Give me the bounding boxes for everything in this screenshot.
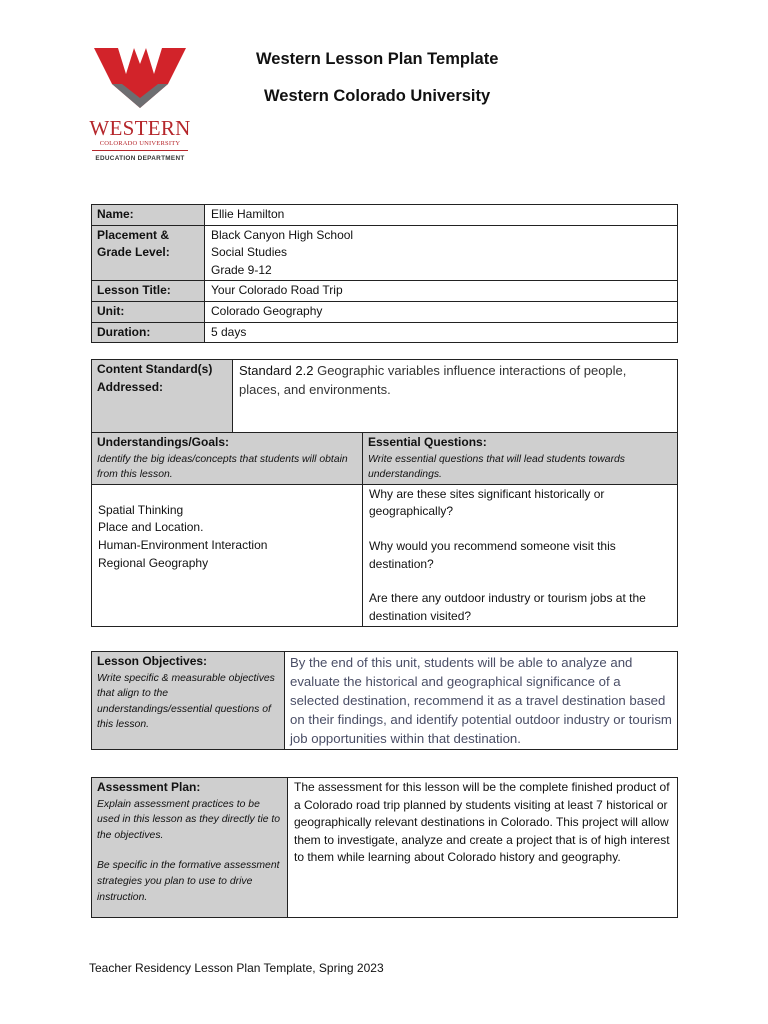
logo-department: EDUCATION DEPARTMENT <box>95 155 185 162</box>
name-label: Name: <box>92 205 205 226</box>
lesson-title-value: Your Colorado Road Trip <box>205 281 678 302</box>
standard-id: Standard 2.2 <box>239 363 314 378</box>
standards-table <box>91 359 678 627</box>
unit-label: Unit: <box>92 301 205 322</box>
objectives-row <box>92 652 678 750</box>
assessment-table <box>91 777 678 918</box>
western-w-icon <box>88 44 192 114</box>
understandings-heading: Understandings/Goals: <box>97 435 230 449</box>
document-subtitle: Western Colorado University <box>264 87 491 105</box>
placement-label <box>92 225 205 281</box>
objectives-heading: Lesson Objectives: <box>97 654 208 668</box>
logo-wordmark: WESTERN <box>89 116 191 140</box>
unit-row <box>92 301 678 322</box>
standards-label-line-1: Content Standard(s) <box>97 362 213 376</box>
standards-value <box>233 360 678 433</box>
standard-text: Geographic variables influence interactions of people, places, and environments. <box>239 363 627 397</box>
questions-list <box>363 484 678 627</box>
name-value: Ellie Hamilton <box>205 205 678 226</box>
list-item: Why would you recommend someone visit this destination? <box>369 538 616 571</box>
objectives-table <box>91 651 678 750</box>
lesson-title-label: Lesson Title: <box>92 281 205 302</box>
list-item: Regional Geography <box>98 555 209 570</box>
objectives-label <box>92 652 285 750</box>
understandings-header <box>92 433 363 485</box>
questions-header <box>363 433 678 485</box>
goals-content-row <box>92 484 678 627</box>
lesson-title-row <box>92 281 678 302</box>
questions-hint: Write essential questions that will lead students towards understandings. <box>368 453 626 481</box>
assessment-hint-2: Be specific in the formative assessment strategies you plan to use to drive instruction. <box>97 860 280 903</box>
assessment-hint-1: Explain assessment practices to be used in this lesson as they directly tie to the objectives. <box>97 798 281 841</box>
objectives-hint: Write specific & measurable objectives that align to the understandings/essential questions of this lesson. <box>97 672 275 731</box>
placement-school: Black Canyon High School <box>211 227 354 242</box>
list-item: Spatial Thinking <box>98 502 184 517</box>
placement-row <box>92 225 678 281</box>
duration-value: 5 days <box>205 322 678 343</box>
placement-value <box>205 225 678 281</box>
list-item: Are there any outdoor industry or tourism jobs at the destination visited? <box>369 591 646 623</box>
questions-heading: Essential Questions: <box>368 435 487 449</box>
duration-row <box>92 322 678 343</box>
assessment-row <box>92 778 678 918</box>
objectives-text: By the end of this unit, students will be able to analyze and evaluate the historical and geographical significance of a selected destination, recommend it as a travel destination based on their findings, and identify potential outdoor industry or tourism job opportunities within that destination. <box>285 652 678 750</box>
goals-header-row <box>92 433 678 485</box>
list-item: Why are these sites significant historically or geographically? <box>369 486 605 519</box>
list-item: Human-Environment Interaction <box>98 537 268 552</box>
standards-label-line-2: Addressed: <box>97 379 164 394</box>
placement-subject: Social Studies <box>211 245 288 260</box>
logo-university: COLORADO UNIVERSITY <box>99 140 181 147</box>
assessment-heading: Assessment Plan: <box>97 780 201 794</box>
assessment-label <box>92 778 288 918</box>
document-title: Western Lesson Plan Template <box>256 50 499 68</box>
assessment-text: The assessment for this lesson will be the complete finished product of a Colorado road trip planned by students visiting at least 7 historical or geographically relevant destinations in Colorado. This project will allow them to investigate, analyze and create a project that is of high interest to them while learning about Colorado history and geography. <box>288 778 678 918</box>
understandings-list <box>92 484 363 627</box>
placement-grade: Grade 9-12 <box>211 262 272 277</box>
logo-divider <box>92 150 188 151</box>
unit-value: Colorado Geography <box>205 301 678 322</box>
lesson-info-table <box>91 204 678 343</box>
page-footer: Teacher Residency Lesson Plan Template, Spring 2023 <box>89 961 384 975</box>
placement-label-line-1: Placement & <box>97 227 170 242</box>
list-item: Place and Location. <box>98 520 204 535</box>
standards-row <box>92 360 678 433</box>
name-row <box>92 205 678 226</box>
duration-label: Duration: <box>92 322 205 343</box>
understandings-hint: Identify the big ideas/concepts that students will obtain from this lesson. <box>97 453 348 481</box>
standards-label <box>92 360 233 433</box>
western-logo <box>88 44 192 166</box>
placement-label-line-2: Grade Level: <box>97 245 170 260</box>
